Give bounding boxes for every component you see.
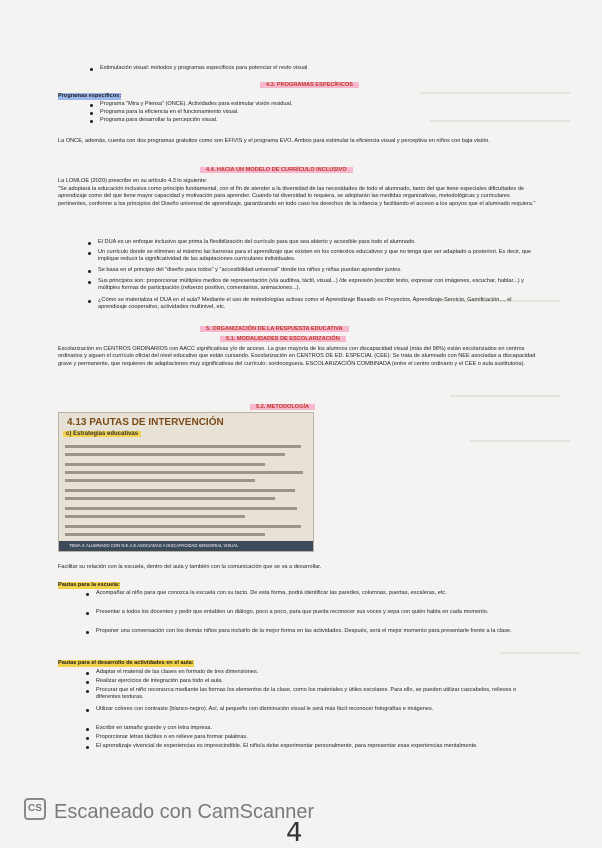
figure-footer: TEMA 4: ALUMNADO CON N.E.A.E ASOCIADAS A DISCAPACIDAD SENSORIAL VISUAL [59, 541, 313, 551]
relationship-paragraph: Facilitar su relación con la escuela, dentro del aula y también con la comunicación que se va a desarrollar. [58, 564, 322, 570]
school-guideline: Proponer una conversación con los demás niños para incluirlo de la mejor forma en las actividades. Después, será el mejor momento para presentarle frente a la clase. [96, 628, 512, 634]
program-item: Programa para desarrollar la percepción visual. [100, 117, 218, 123]
school-guideline: Acompañar al niño para que conozca la escuela con su tacto. De esta forma, podrá identificar las paredes, columnas, puertas, escaleras, etc. [96, 590, 447, 596]
bullet-icon [90, 120, 93, 123]
section-header-5: 5. ORGANIZACIÓN DE LA RESPUESTA EDUCATIVA [200, 326, 349, 332]
bullet-icon [86, 672, 89, 675]
bullet-icon [88, 252, 91, 255]
bullet-icon [86, 612, 89, 615]
program-item: Programa para la eficiencia en el funcionamiento visual. [100, 109, 239, 115]
camscanner-watermark [24, 801, 314, 824]
watermark-text: Escaneado con CamScanner [54, 801, 315, 823]
activity-guideline: Utilizar colores con contraste (blanco-negro). Así, al pequeño con disminución visual le será más fácil reconocer fotografías e imágenes. [96, 706, 434, 712]
figure-title: 4.13 PAUTAS DE INTERVENCIÓN [67, 417, 224, 428]
bullet-icon [86, 737, 89, 740]
bullet-icon [90, 104, 93, 107]
activity-guideline: Proporcionar letras táctiles o en relieve para formar palabras. [96, 734, 248, 740]
dua-item: Sus principios son: proporcionar múltiples medios de representación (vía auditiva, táctil, visual...) /de expresión (escribir texto, expresar con imágenes, escuchar, hablar...) y múltiples formas de participación (refuerzo positivo, comentarios, animaciones...). [98, 278, 524, 292]
dua-item: ¿Cómo se materializa el DUA en el aula? Mediante el uso de metodologías activas como el Aprendizaje Basado en Proyectos, Aprendizaje-Servicio, Gamificación..., el aprendizaje cooperativo, actividades multinivel, etc. [98, 297, 512, 311]
section-header-5-2: 5.2. METODOLOGÍA [250, 404, 315, 410]
bullet-icon [86, 709, 89, 712]
bullet-icon [88, 242, 91, 245]
activity-guideline: El aprendizaje vivencial de experiencias es imprescindible. El niño/a debe experimentar personalmente, para representar esas experiencias mentalmente. [96, 743, 478, 749]
bullet-icon [90, 112, 93, 115]
dua-item: Se basa en el principio del "diseño para todos" y "accesibilidad universal" donde los niños y niñas puedan aprender juntos. [98, 267, 402, 273]
bullet-icon [88, 281, 91, 284]
activity-guideline: Procurar que el niño reconozca mediante las formas los elementos de la clase, como los materiales y útiles escolares. Para ello, se pueden utilizar cascabeles, relieves o diferentes texturas. [96, 687, 517, 701]
section-header-4-4: 4.4. HACIA UN MODELO DE CURRÍCULO INCLUSIVO [200, 167, 353, 173]
schooling-paragraph: Escolarización en CENTROS ORDINARIOS con AACC significativas y/o de acceso. La gran mayoría de los alumnos con discapacidad visual (más del 98%) están escolarizados en centros ordinarios y siguen el currículo oficial del nivel educativo que están cursando. Escolarización en CENTROS DE ED. ESPECIAL (CEE): Se trata de alumnado con NEE asociadas a discapacidad grave y permanente, que requieren de adaptaciones muy significativas del currículo: sordoceguera. ESCOLARIZACIÓN COMBINADA (entre el centro ordinario y el CEE o aula sustitutoria). [58, 346, 536, 367]
school-guidelines-label: Pautas para la escuela: [58, 582, 120, 588]
bullet-icon [86, 593, 89, 596]
section-header-4-3: 4.3. PROGRAMAS ESPECÍFICOS [260, 82, 359, 88]
page-number: 4 [286, 818, 303, 848]
bullet-icon [86, 728, 89, 731]
lomloe-quote: "Se adoptará la educación inclusiva como principio fundamental, con el fin de atender a la diversidad de las necesidades de todo el alumnado, tanto del que tiene especiales dificultades de aprendizaje como del que tiene mayor capacidad y motivación para aprender. Cuando tal diversidad lo requiera, se adoptarán las medidas organizativas, metodológicas y curriculares pertinentes, conforme a los principios del Diseño universal de aprendizaje, garantizando en todo caso los derechos de la infancia y facilitando el acceso a los apoyos que el alumnado requiera." [58, 186, 536, 207]
bullet-icon [88, 300, 91, 303]
figure-subtitle: c) Estrategias educativas [63, 431, 141, 437]
dua-item: El DUA es un enfoque inclusivo que prima la flexibilización del currículo para que sea abierto y accesible para todo el alumnado. [98, 239, 416, 245]
activity-guidelines-label: Pautas para el desarrollo de actividades en el aula: [58, 660, 194, 666]
section-header-5-1: 5.1. MODALIDADES DE ESCOLARIZACIÓN [220, 336, 346, 342]
bullet-icon [88, 270, 91, 273]
intervention-guidelines-image [58, 412, 314, 552]
bullet-icon [86, 631, 89, 634]
dua-item: Un currículo donde se eliminen al máximo las barreras para el aprendizaje que existen en los contextos educativos y que no tenga que ser adaptado a posteriori. Es decir, que implique reducir la significatividad de las adaptaciones curriculares individuales. [98, 249, 532, 263]
activity-guideline: Adaptar el material de las clases en formato de tres dimensiones. [96, 669, 259, 675]
camscanner-logo-icon: CS [24, 798, 46, 820]
stimulation-bullet: Estimulación visual: métodos y programas específicos para potenciar el resto visual [100, 65, 308, 71]
activity-guideline: Realizar ejercicios de integración para todo el aula. [96, 678, 223, 684]
bullet-icon [86, 690, 89, 693]
bullet-icon [90, 68, 93, 71]
lomloe-intro: La LOMLOE (2020) prescribe en su artículo 4.3 lo siguiente: [58, 178, 208, 184]
activity-guideline: Escribir en tamaño grande y con letra impresa. [96, 725, 212, 731]
bullet-icon [86, 681, 89, 684]
program-item: Programa "Mira y Piensa" (ONCE). Actividades para estimular visión residual. [100, 101, 293, 107]
once-paragraph: La ONCE, además, cuenta con dos programas gratuitos como son EFIVIS y el programa EVO. Ambos para estimular la eficiencia visual y perceptiva en niños con baja visión. [58, 138, 490, 144]
school-guideline: Presentar a todos los docentes y pedir que entablen un diálogo, poco a poco, para que pueda reconocer sus voces y sepa con quién habla en cada momento. [96, 609, 489, 615]
bullet-icon [86, 746, 89, 749]
programs-label: Programas específicos: [58, 93, 122, 99]
